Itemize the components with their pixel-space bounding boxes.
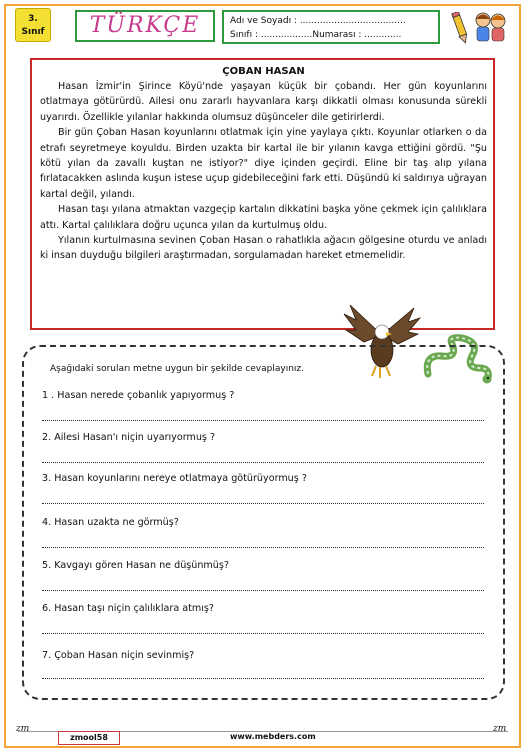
answer-line-4[interactable] (42, 547, 484, 548)
footer-url: www.mebders.com (230, 732, 316, 741)
grade-number: 3. (28, 14, 38, 24)
corner-mark-right: zm (493, 724, 507, 734)
question-1: 1 . Hasan nerede çobanlık yapıyormuş ? (42, 390, 235, 401)
question-5: 5. Kavgayı gören Hasan ne düşünmüş? (42, 560, 229, 571)
grade-badge (15, 8, 51, 42)
answer-line-1[interactable] (42, 420, 484, 421)
answer-line-3[interactable] (42, 503, 484, 504)
instructions: Aşağıdaki soruları metne uygun bir şekilde cevaplayınız. (50, 364, 304, 374)
children-icon (470, 10, 510, 46)
question-4: 4. Hasan uzakta ne görmüş? (42, 517, 179, 528)
grade-label: Sınıf (21, 27, 45, 37)
story-paragraph: Hasan İzmir'in Şirince Köyü'nde yaşayan küçük bir çobandı. Her gün koyunlarını otlatmaya götürürdü. Ailesi onu zararlı hayvanlara karşı dikkatli olması konusunda sürekli uyarırdı. Özellikle yılanlar hakkında olumsuz düşünceler dile getirirlerdi. (40, 81, 487, 123)
answer-line-7[interactable] (42, 678, 484, 679)
class-number-field[interactable]: Sınıfı : ..................Numarası : ............. (230, 30, 402, 40)
subject-title: TÜRKÇE (75, 10, 215, 42)
student-info-box (222, 10, 440, 44)
story-title: ÇOBAN HASAN (222, 66, 305, 77)
pencil-icon (448, 12, 470, 46)
story-paragraph: Bir gün Çoban Hasan koyunlarını otlatmak için yine yaylaya çıktı. Koyunlar otlarken o da etrafı seyretmeye koyuldu. Birden uzakta bir kartal ile bir yılanın kavga ettiğini gördü. "Şu kötü yılan da zavallı kuştan ne istiyor?" diye içinden geçirdi. Eline bir taş alıp yılana fırlatacakken aslında kuşun istese uçup gidebileceğini fark etti. Düşündü ki saldırıya uğrayan kartal değil, yılandı. (40, 127, 487, 200)
answer-line-5[interactable] (42, 590, 484, 591)
footer-tag: zmool58 (58, 731, 120, 745)
name-field[interactable]: Adı ve Soyadı : ..................................... (230, 16, 406, 26)
answer-line-2[interactable] (42, 462, 484, 463)
question-3: 3. Hasan koyunlarını nereye otlatmaya götürüyormuş ? (42, 473, 307, 484)
story-paragraph: Hasan taşı yılana atmaktan vazgeçip kartalın dikkatini başka yöne çekmek için çalılıklara attı. Kartal çalılıklara doğru uçunca yılan da kurtulmuş oldu. (40, 204, 487, 231)
story-box (30, 58, 495, 330)
answer-line-6[interactable] (42, 633, 484, 634)
corner-mark-left: zm (16, 724, 30, 734)
question-6: 6. Hasan taşı niçin çalılıklara atmış? (42, 603, 215, 614)
question-7: 7. Çoban Hasan niçin sevinmiş? (42, 650, 195, 661)
story-paragraph: Yılanın kurtulmasına sevinen Çoban Hasan o rahatlıkla ağacın gölgesine oturdu ve anladı ki insan duyduğu bilgileri araştırmadan, sorgulamadan hareket etmemelidir. (40, 235, 487, 262)
question-2: 2. Ailesi Hasan'ı niçin uyarıyormuş ? (42, 432, 216, 443)
